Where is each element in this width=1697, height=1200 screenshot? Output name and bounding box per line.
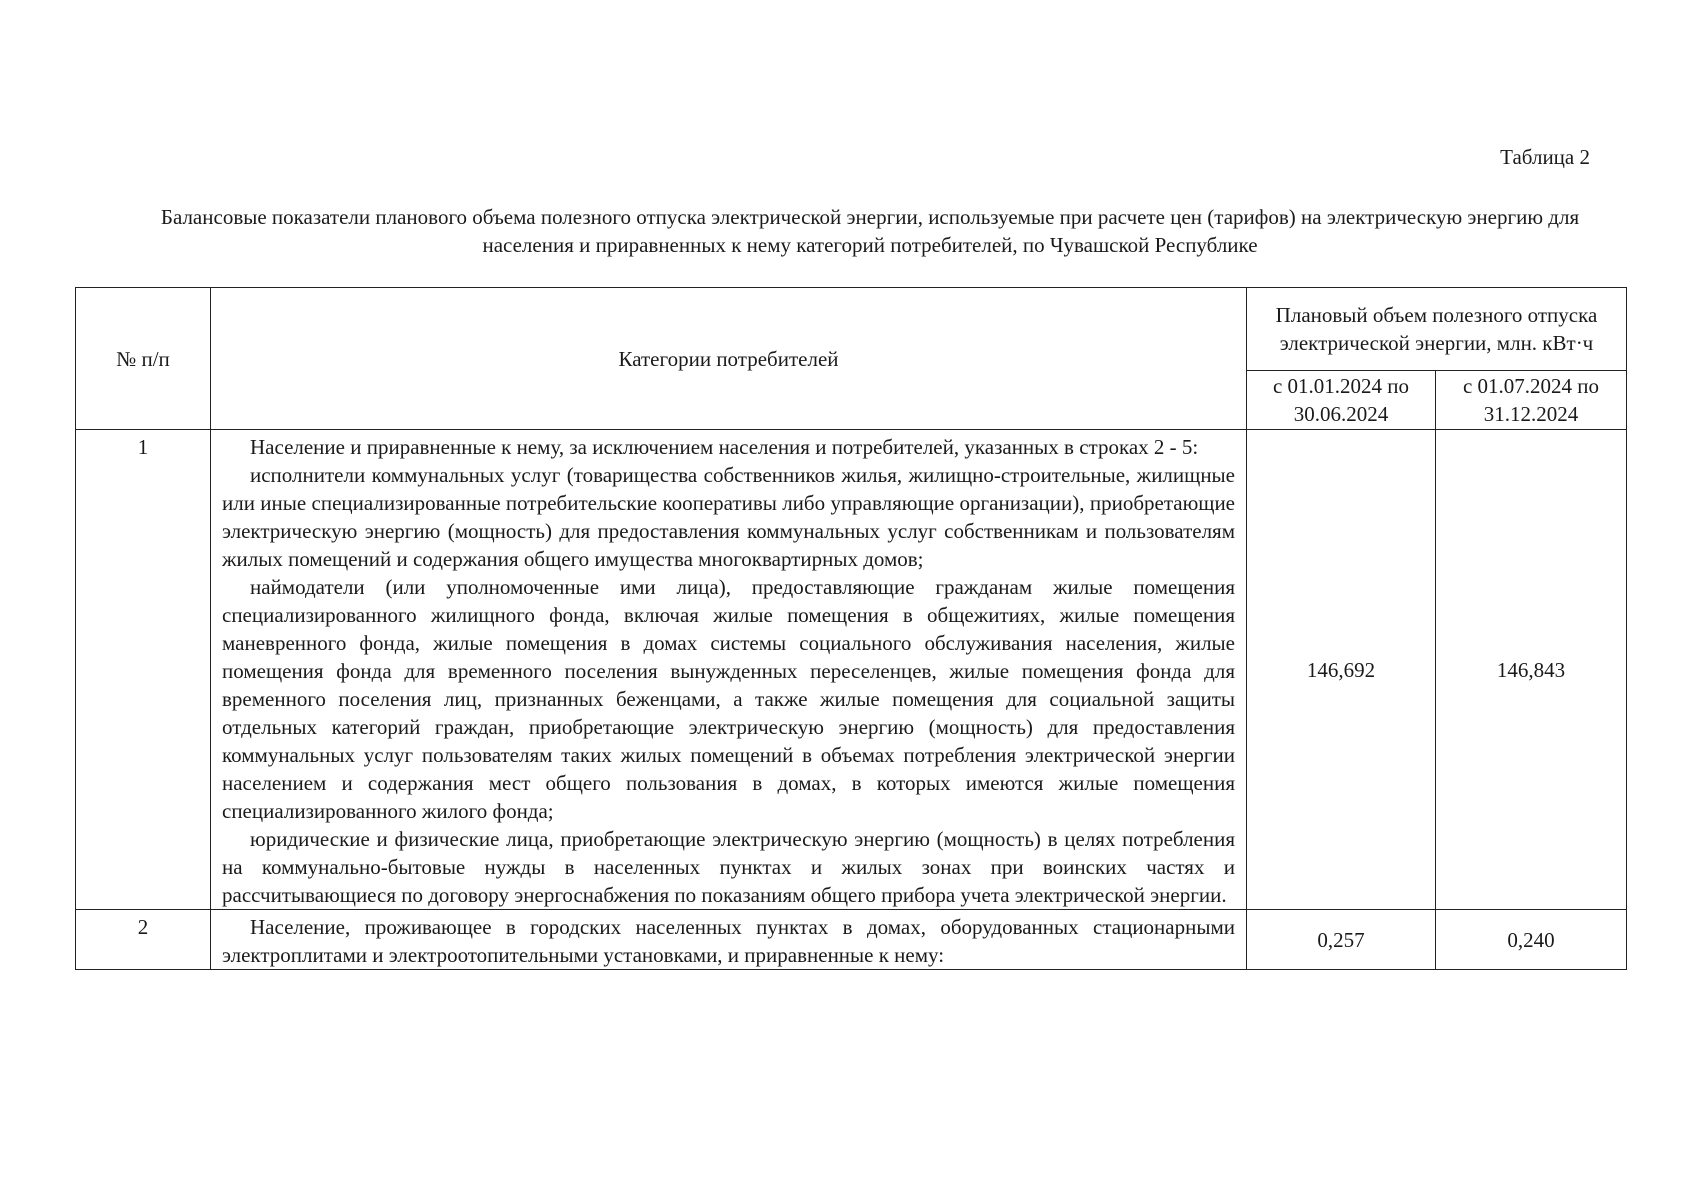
balance-table: [75, 287, 1627, 970]
row-category: [211, 430, 1247, 910]
category-paragraph: Население, проживающее в городских населенных пунктах в домах, оборудованных стационарными электроплитами и электроотопительными установками, и приравненные к нему:: [222, 915, 1235, 967]
table-row: [76, 910, 1627, 970]
header-period-1: [1247, 371, 1436, 430]
document-title: Балансовые показатели планового объема полезного отпуска электрической энергии, используемые при расчете цен (тарифов) на электрическую энергию для населения и приравненных к нему категорий потребителей, по Чувашской Республике: [160, 205, 1580, 257]
header-number: № п/п: [76, 288, 211, 430]
category-paragraph: Население и приравненные к нему, за исключением населения и потребителей, указанных в строках 2 - 5:: [250, 435, 1199, 459]
header-period-1-line2: 30.06.2024: [1293, 402, 1389, 426]
header-category: Категории потребителей: [211, 288, 1247, 430]
table-number: Таблица 2: [1500, 145, 1590, 169]
category-paragraph: наймодатели (или уполномоченные ими лица), предоставляющие гражданам жилые помещения специализированного жилищного фонда, включая жилые помещения в общежитиях, жилые помещения маневренного фонда, жилые помещения в домах системы социального обслуживания населения, жилые помещения фонда для временного поселения вынужденных переселенцев, жилые помещения фонда для временного поселения лиц, признанных беженцами, а также жилые помещения для социальной защиты отдельных категорий граждан, приобретающие электрическую энергию (мощность) для предоставления коммунальных услуг пользователям таких жилых помещений в объемах потребления электрической энергии населением и содержания мест общего пользования в домах, в которых имеются жилые помещения специализированного жилого фонда;: [222, 575, 1235, 823]
row-value-period-2: 0,240: [1436, 910, 1627, 970]
row-category: [211, 910, 1247, 970]
category-paragraph: юридические и физические лица, приобретающие электрическую энергию (мощность) в целях потребления на коммунально-бытовые нужды в населенных пунктах и жилых зонах при воинских частях и рассчитывающиеся по договору энергоснабжения по показаниям общего прибора учета электрической энергии.: [222, 827, 1235, 907]
row-value-period-1: 146,692: [1247, 430, 1436, 910]
row-number: 1: [76, 430, 211, 910]
header-period-2-line2: 31.12.2024: [1483, 402, 1579, 426]
header-period-2: [1436, 371, 1627, 430]
row-value-period-1: 0,257: [1247, 910, 1436, 970]
header-period-1-line1: с 01.01.2024 по: [1272, 374, 1410, 398]
table-row: [76, 430, 1627, 910]
header-volume: Плановый объем полезного отпуска электрической энергии, млн. кВт·ч: [1247, 288, 1627, 371]
row-number: 2: [76, 910, 211, 970]
header-row: [76, 288, 1627, 371]
category-paragraph: исполнители коммунальных услуг (товарищества собственников жилья, жилищно-строительные, жилищные или иные специализированные потребительские кооперативы либо управляющие организации), приобретающие электрическую энергию (мощность) для предоставления коммунальных услуг собственникам и пользователям жилых помещений и содержания общего имущества многоквартирных домов;: [222, 463, 1235, 571]
header-period-2-line1: с 01.07.2024 по: [1462, 374, 1600, 398]
row-value-period-2: 146,843: [1436, 430, 1627, 910]
